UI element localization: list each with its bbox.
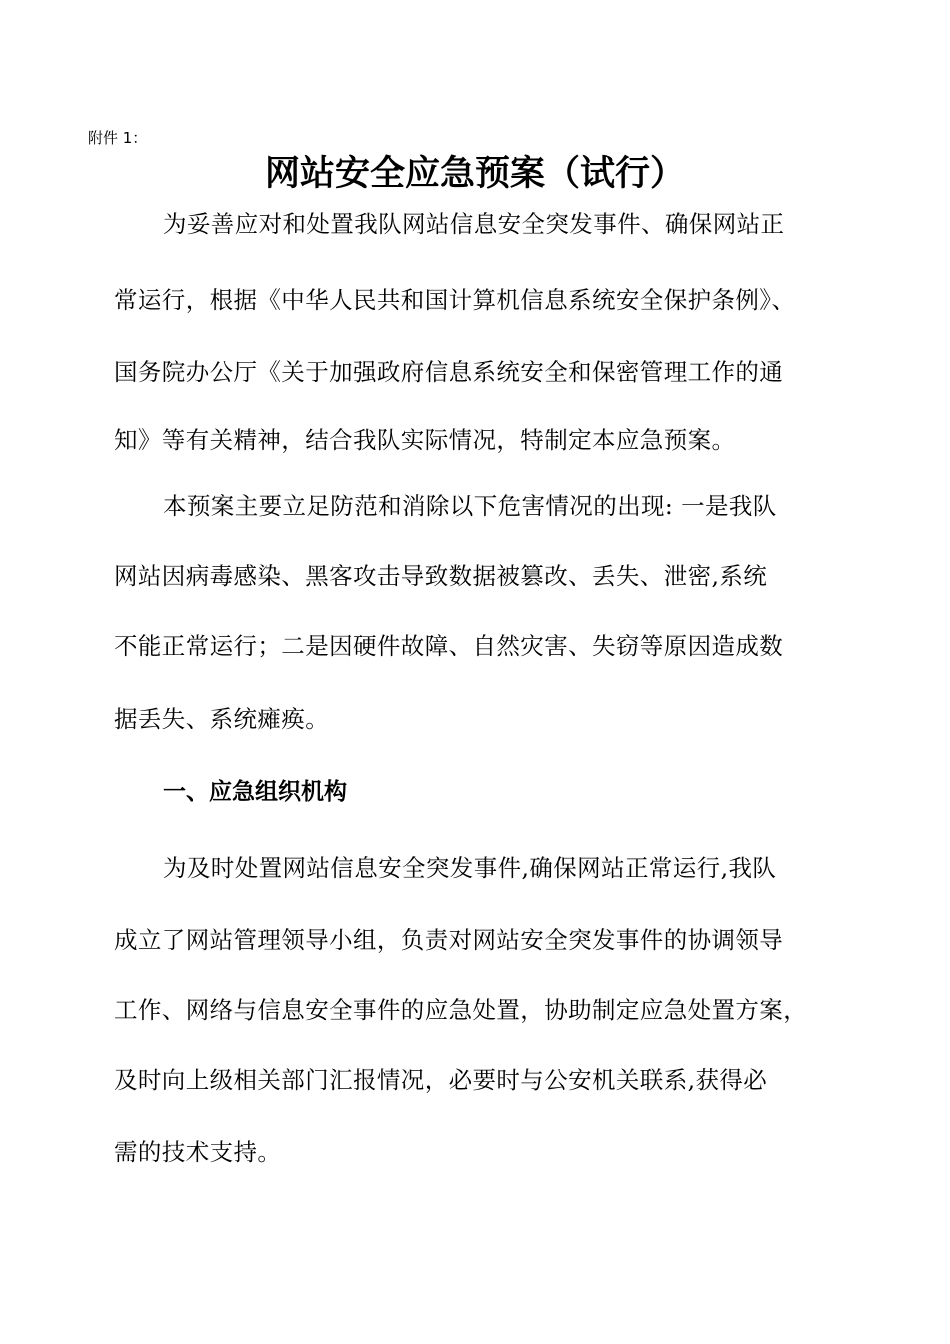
- paragraph-line: 为及时处置网站信息安全突发事件,确保网站正常运行,我队: [163, 854, 777, 882]
- paragraph-line: 为妥善应对和处置我队网站信息安全突发事件、确保网站正: [163, 210, 785, 238]
- attachment-label: 附件 1：: [88, 129, 148, 147]
- paragraph-line: 需的技术支持。: [114, 1138, 282, 1166]
- paragraph-line: 网站因病毒感染、黑客攻击导致数据被篡改、丢失、泄密,系统: [114, 562, 768, 590]
- paragraph-line: 知》等有关精神，结合我队实际情况，特制定本应急预案。: [114, 426, 736, 454]
- paragraph-line: 国务院办公厅《关于加强政府信息系统安全和保密管理工作的通: [114, 358, 784, 386]
- paragraph-line: 据丢失、系统瘫痪。: [114, 705, 330, 733]
- paragraph-line: 成立了网站管理领导小组，负责对网站安全突发事件的协调领导: [114, 926, 784, 954]
- paragraph-line: 工作、网络与信息安全事件的应急处置，协助制定应急处置方案，: [114, 996, 808, 1024]
- paragraph-line: 本预案主要立足防范和消除以下危害情况的出现: 一是我队: [163, 492, 777, 520]
- paragraph-line: 不能正常运行；二是因硬件故障、自然灾害、失窃等原因造成数: [114, 632, 784, 660]
- document-title: 网站安全应急预案（试行）: [264, 154, 685, 194]
- section-heading: 一、应急组织机构: [163, 779, 347, 805]
- paragraph-line: 常运行，根据《中华人民共和国计算机信息系统安全保护条例》、: [114, 286, 796, 314]
- paragraph-line: 及时向上级相关部门汇报情况，必要时与公安机关联系,获得必: [114, 1066, 768, 1094]
